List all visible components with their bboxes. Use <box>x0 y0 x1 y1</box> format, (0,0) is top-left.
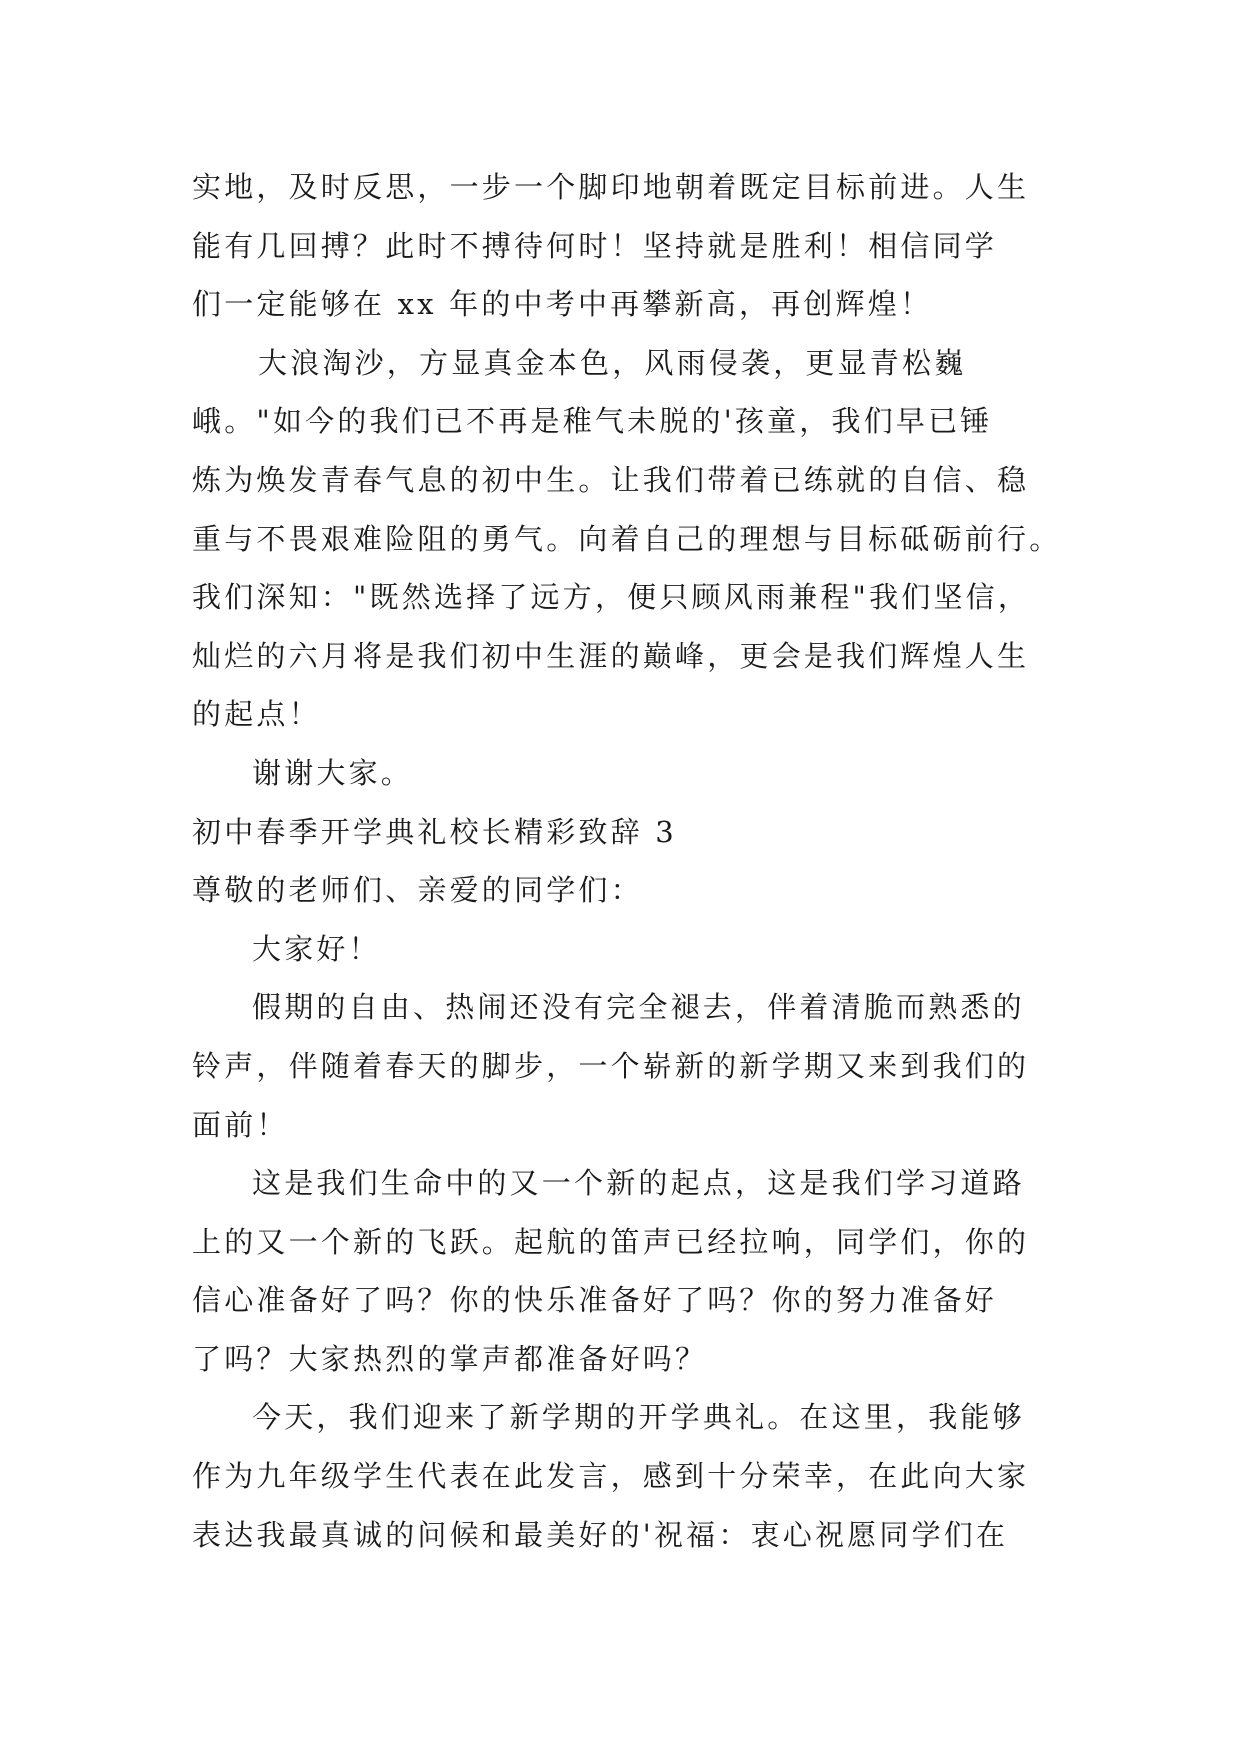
text-line: 实地，及时反思，一步一个脚印地朝着既定目标前进。人生 <box>192 170 1030 204</box>
paragraph-continuation <box>192 158 1058 334</box>
text-line: 灿烂的六月将是我们初中生涯的巅峰，更会是我们辉煌人生 <box>192 638 1030 673</box>
paragraph-today <box>192 1388 1058 1564</box>
text-line: 谢谢大家。 <box>252 755 414 790</box>
text-line: 我们深知："既然选择了远方，便只顾风雨兼程"我们坚信， <box>192 580 1031 615</box>
section-title-text: 初中春季开学典礼校长精彩致辞 3 <box>192 814 677 849</box>
text-line: 今天，我们迎来了新学期的开学典礼。在这里，我能够 <box>252 1400 1025 1435</box>
paragraph-new-start <box>192 1154 1058 1388</box>
text-line: 表达我最真诚的问候和最美好的'祝福：衷心祝愿同学们在 <box>192 1517 1009 1552</box>
greeting-text: 大家好！ <box>252 931 381 966</box>
text-line: 上的又一个新的飞跃。起航的笛声已经拉响，同学们，你的 <box>192 1224 1030 1259</box>
paragraph-big-waves <box>192 334 1062 744</box>
text-line: 作为九年级学生代表在此发言，感到十分荣幸，在此向大家 <box>192 1459 1030 1494</box>
paragraph-holiday <box>192 978 1058 1154</box>
text-line: 面前！ <box>192 1107 289 1142</box>
text-line: 重与不畏艰难险阻的勇气。向着自己的理想与目标砥砺前行。 <box>192 521 1062 556</box>
text-line: 峨。"如今的我们已不再是稚气未脱的'孩童，我们早已锤 <box>192 404 993 439</box>
paragraph-thanks <box>192 744 1058 803</box>
text-line: 这是我们生命中的又一个新的起点，这是我们学习道路 <box>252 1166 1025 1201</box>
text-line: 们一定能够在 xx 年的中考中再攀新高，再创辉煌！ <box>192 287 933 322</box>
text-line: 了吗？大家热烈的掌声都准备好吗？ <box>192 1341 708 1376</box>
text-line: 的起点！ <box>192 697 321 732</box>
text-line: 大浪淘沙，方显真金本色，风雨侵袭，更显青松巍 <box>258 345 967 380</box>
greeting <box>192 920 1058 979</box>
text-line: 铃声，伴随着春天的脚步，一个崭新的新学期又来到我们的 <box>192 1048 1030 1083</box>
text-line: 炼为焕发青春气息的初中生。让我们带着已练就的自信、稳 <box>192 462 1030 497</box>
text-line: 能有几回搏？此时不搏待何时！坚持就是胜利！相信同学 <box>192 228 998 263</box>
text-line: 信心准备好了吗？你的快乐准备好了吗？你的努力准备好 <box>192 1283 998 1318</box>
salutation-text: 尊敬的老师们、亲爱的同学们： <box>192 873 643 908</box>
salutation <box>192 861 1058 920</box>
text-line: 假期的自由、热闹还没有完全褪去，伴着清脆而熟悉的 <box>252 990 1025 1025</box>
section-title <box>192 803 1058 862</box>
document-page <box>192 158 1062 1564</box>
